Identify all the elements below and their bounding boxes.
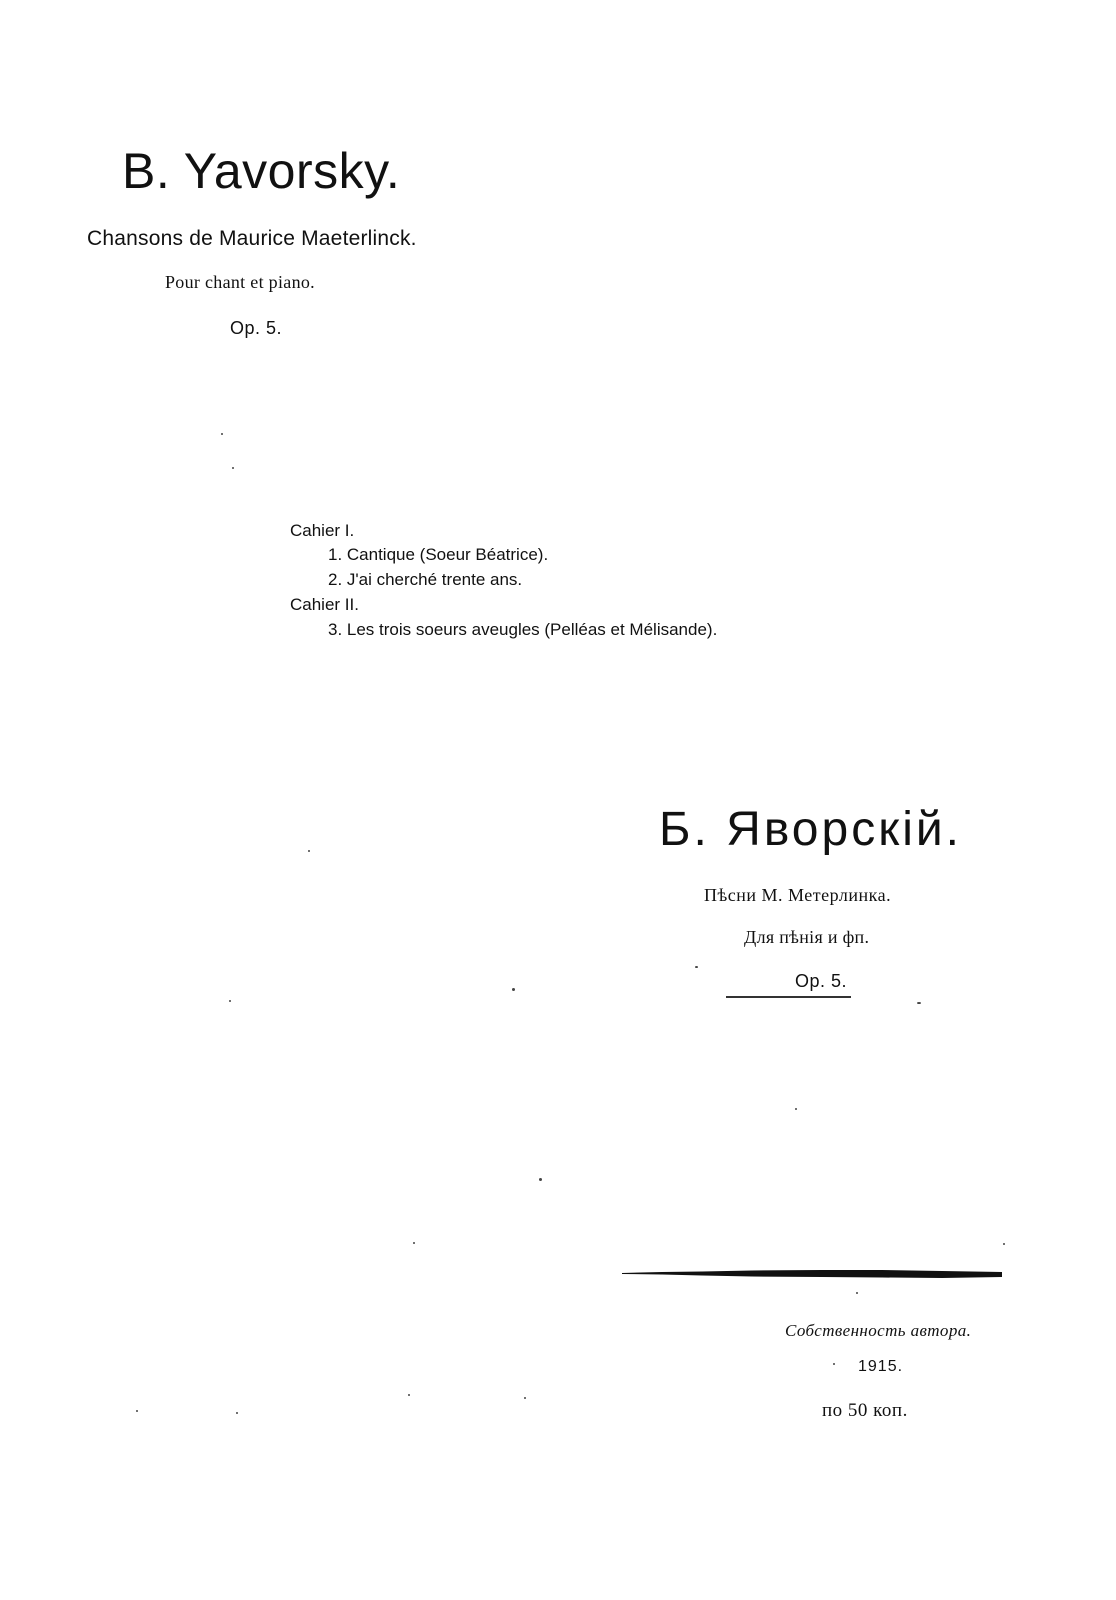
publication-year: 1915.: [858, 1358, 904, 1375]
price: по 50 коп.: [822, 1400, 908, 1421]
scan-speck: [539, 1178, 542, 1181]
song-entry: 2. J'ai cherché trente ans.: [328, 570, 523, 589]
scan-speck: [524, 1397, 526, 1399]
russian-scoring: Для пѣнія и фп.: [744, 927, 870, 947]
scan-speck: [695, 966, 698, 968]
french-scoring: Pour chant et piano.: [165, 272, 315, 292]
ownership-note: Собственность автора.: [785, 1321, 972, 1340]
scan-speck: [308, 850, 310, 852]
russian-subtitle: Пѣсни М. Метерлинка.: [704, 885, 892, 905]
scan-speck: [512, 988, 515, 991]
scan-speck: [795, 1108, 797, 1110]
russian-opus: Op. 5.: [795, 971, 848, 991]
scan-speck: [856, 1292, 858, 1294]
scan-speck: [413, 1242, 415, 1244]
scan-speck: [1003, 1243, 1005, 1245]
song-entry: 3. Les trois soeurs aveugles (Pelléas et Mélisande).: [328, 620, 718, 639]
thick-rule: [622, 1266, 1002, 1282]
scan-speck: [408, 1394, 410, 1396]
scan-speck: [236, 1412, 238, 1414]
cahier-heading: Cahier II.: [290, 595, 359, 614]
french-opus: Op. 5.: [230, 318, 283, 338]
scan-speck: [833, 1363, 835, 1365]
scan-speck: [232, 467, 234, 469]
scan-speck: [229, 1000, 231, 1002]
scan-speck: [221, 433, 223, 435]
french-composer-name: B. Yavorsky.: [122, 143, 401, 199]
short-rule: [726, 996, 851, 998]
cahier-heading: Cahier I.: [290, 521, 355, 540]
french-subtitle: Chansons de Maurice Maeterlinck.: [87, 227, 417, 250]
song-entry: 1. Cantique (Soeur Béatrice).: [328, 545, 549, 564]
scan-speck: [917, 1002, 921, 1004]
scan-speck: [136, 1410, 138, 1412]
russian-composer-name: Б. Яворскій.: [659, 803, 962, 856]
